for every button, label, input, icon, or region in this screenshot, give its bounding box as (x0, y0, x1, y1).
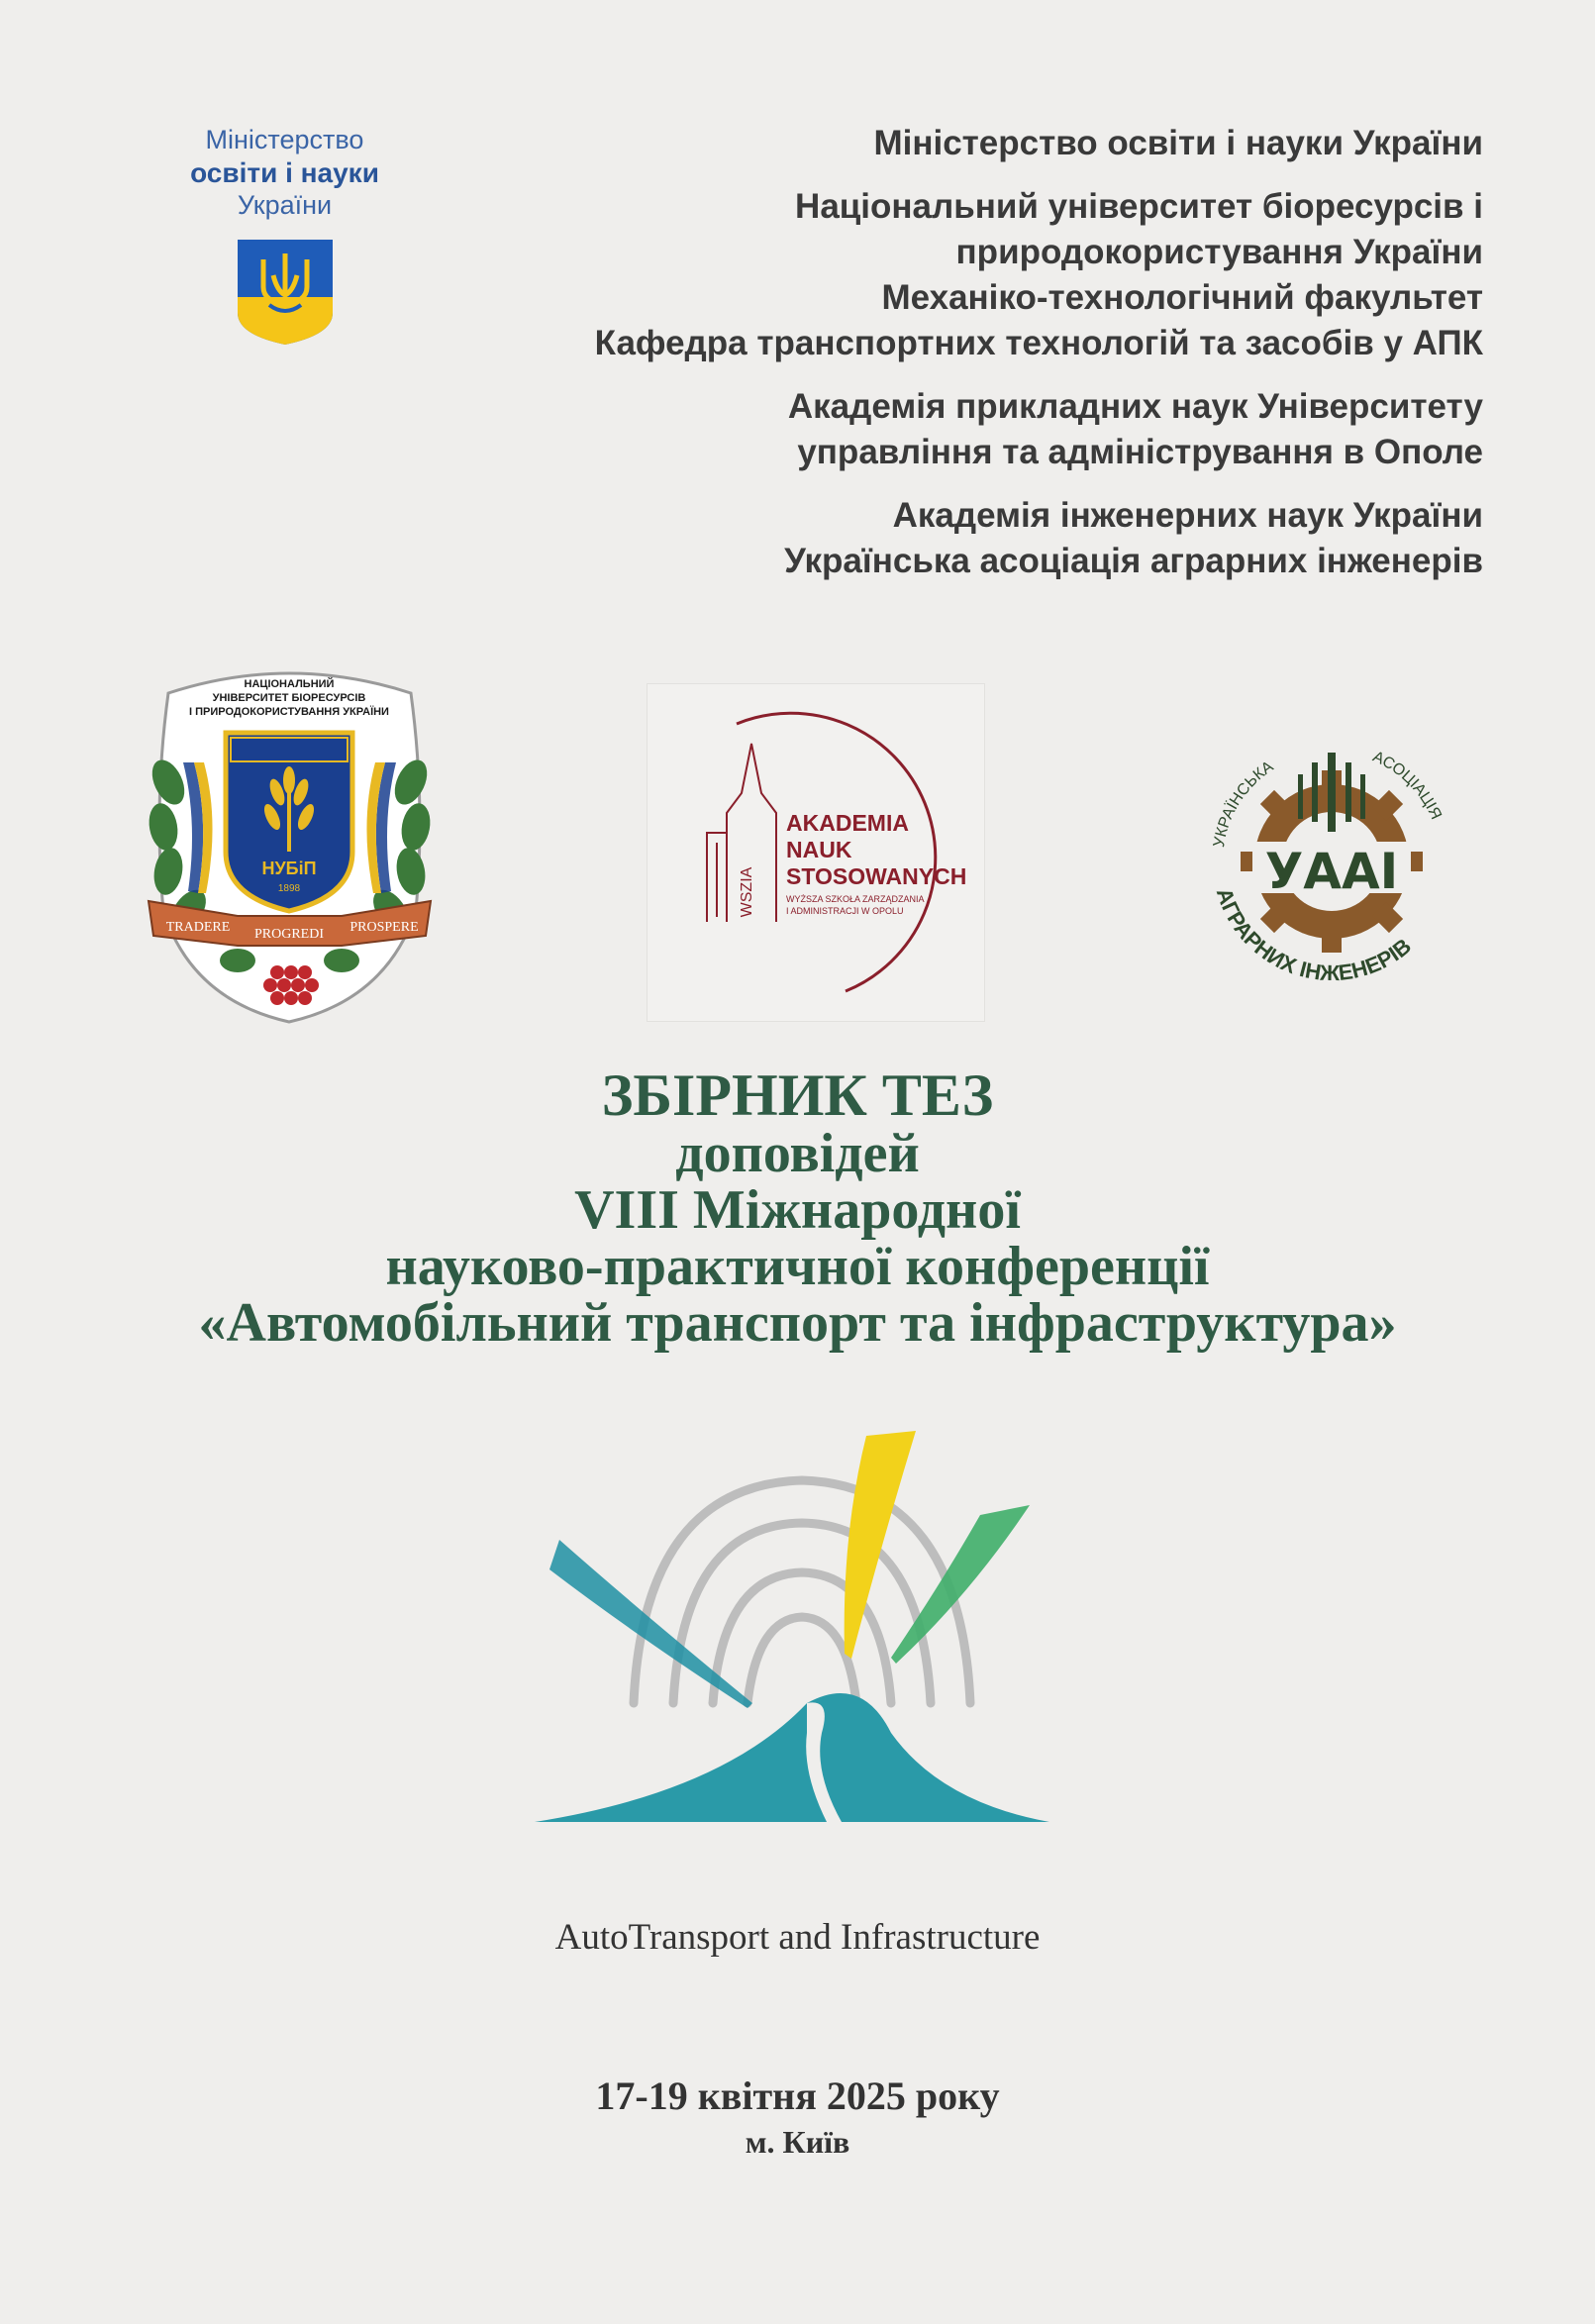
akademia-logo (647, 683, 985, 1022)
institution-line: Національний університет біоресурсів і (795, 187, 1483, 226)
institution-line: Українська асоціація аграрних інженерів (784, 542, 1483, 580)
ministry-logo-line3: України (237, 190, 333, 220)
ministry-logo-line1: Міністерство (205, 125, 364, 154)
ministry-logo (149, 124, 421, 366)
ministry-logo-line2: освіти і науки (190, 157, 379, 188)
institution-line: Кафедра транспортних технологій та засобів у АПК (594, 324, 1483, 362)
institution-group (394, 493, 1483, 584)
nubip-abbr: НУБіП (261, 859, 317, 878)
uaai-arc-top-left: УКРАЇНСЬКА (1210, 758, 1277, 849)
institution-group (394, 384, 1483, 475)
institution-line: природокористування України (955, 233, 1483, 271)
arches-icon (634, 1480, 970, 1703)
akademia-tower-text: WSZIA (739, 866, 755, 918)
nubip-top-line1: НАЦІОНАЛЬНИЙ (244, 678, 335, 690)
date-line: 17-19 квітня 2025 року (595, 2073, 1000, 2118)
trident-shield-icon (234, 236, 337, 349)
title-line3: VIII Міжнародної (574, 1179, 1021, 1241)
conference-caption: AutoTransport and Infrastructure (554, 1917, 1041, 1958)
akademia-line3: STOSOWANYCH (786, 863, 967, 889)
date-block (0, 2071, 1595, 2163)
akademia-line1: AKADEMIA (786, 810, 909, 836)
uaai-arc-bottom: АГРАРНИХ ІНЖЕНЕРІВ (1211, 884, 1417, 986)
nubip-top-line2: УНІВЕРСИТЕТ БІОРЕСУРСІВ (212, 692, 366, 704)
uaai-logo (1183, 713, 1480, 1010)
institutions-header (394, 121, 1483, 602)
title-line4: науково-практичної конференції (385, 1236, 1210, 1297)
institution-line: Академія прикладних наук Університету (787, 387, 1483, 426)
nubip-logo (129, 663, 450, 1030)
city-line: м. Київ (745, 2124, 850, 2160)
akademia-sub1: WYŻSZA SZKOŁA ZARZĄDZANIA (786, 894, 925, 904)
yellow-streak-icon (845, 1431, 916, 1659)
nubip-ribbon-right: PROSPERE (349, 920, 419, 935)
nubip-year: 1898 (277, 883, 301, 894)
title-block (0, 1064, 1595, 1352)
institution-line: Академія інженерних наук України (892, 496, 1483, 535)
road-mound-icon (535, 1693, 1049, 1822)
teal-streak-icon (549, 1540, 752, 1708)
title-line2: доповідей (675, 1123, 920, 1184)
institution-line: Міністерство освіти і науки України (873, 124, 1483, 162)
conference-logo (525, 1406, 1079, 1852)
uaai-arc-top-right: АСОЦІАЦІЯ (1369, 748, 1445, 823)
akademia-line2: NAUK (786, 837, 852, 862)
akademia-sub2: I ADMINISTRACJI W OPOLU (786, 906, 904, 916)
nubip-ribbon-left: TRADERE (165, 920, 231, 935)
institution-group (394, 184, 1483, 366)
institution-line: управління та адміністрування в Ополе (797, 433, 1483, 471)
uaai-center: УААІ (1264, 843, 1399, 900)
nubip-top-line3: І ПРИРОДОКОРИСТУВАННЯ УКРАЇНИ (189, 706, 389, 718)
berries-icon (263, 965, 319, 1005)
nubip-ribbon-mid: PROGREDI (253, 927, 325, 942)
institution-group (394, 121, 1483, 166)
title-line1: ЗБІРНИК ТЕЗ (601, 1062, 994, 1128)
institution-line: Механіко-технологічний факультет (881, 278, 1483, 317)
title-line5: «Автомобільний транспорт та інфраструктура» (198, 1292, 1397, 1354)
